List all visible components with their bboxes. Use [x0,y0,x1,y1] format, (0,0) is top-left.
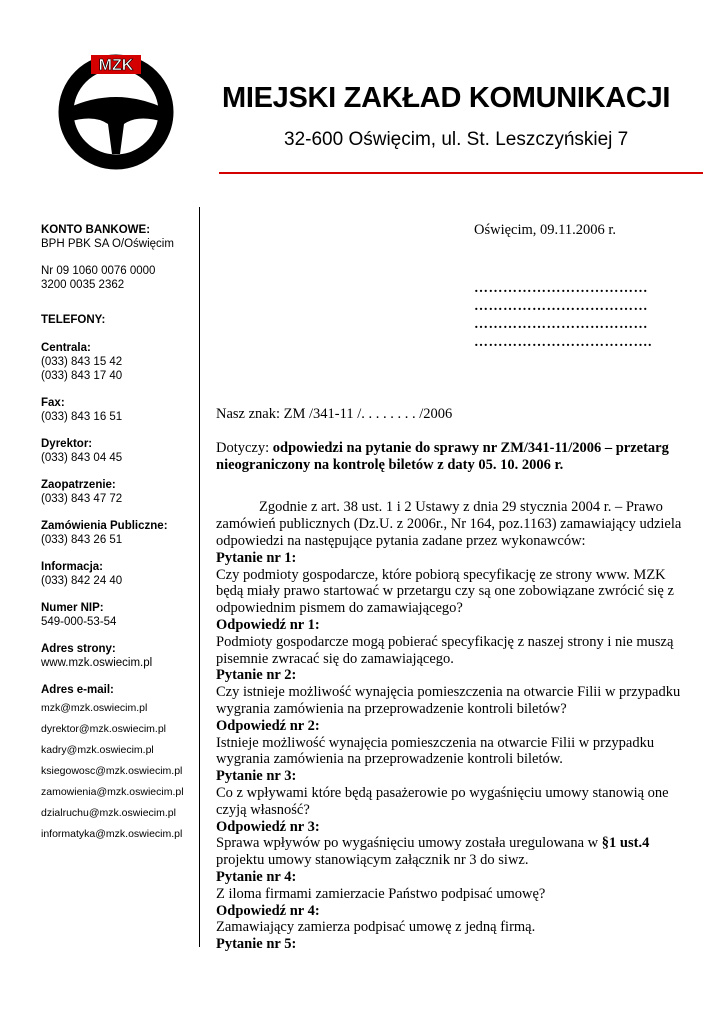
contact-label: Centrala: [41,342,91,354]
contact-informacja [41,560,201,588]
contact-label: Zamówienia Publiczne: [41,520,168,532]
question-text: Z iloma firmami zamierzacie Państwo podpisać umowę? [216,885,546,902]
reference-number: Nasz znak: ZM /341-11 /. . . . . . . . /2006 [216,406,453,422]
contact-label: Numer NIP: [41,602,104,614]
letter-body [216,406,686,953]
answer-label: Odpowiedź nr 4: [216,902,320,919]
contact-label: Dyrektor: [41,438,93,450]
bank-heading: KONTO BANKOWE: [41,224,151,236]
email-link[interactable]: zamowienia@mzk.oswiecim.pl [41,786,184,798]
email-section [41,683,201,845]
email-link[interactable]: dyrektor@mzk.oswiecim.pl [41,723,167,735]
question-label: Pytanie nr 3: [216,768,297,785]
contact-zaopatrzenie [41,478,201,506]
contact-label: Informacja: [41,561,103,573]
question-text: Co z wpływami które będą pasażerowie po wygaśnięciu umowy stanowią one czyją własność? [216,784,669,818]
account-line: 3200 0035 2362 [41,279,125,291]
header-divider [219,172,703,174]
contact-website [41,642,201,670]
logo-text: MZK [98,57,134,74]
answer-label: Odpowiedź nr 3: [216,818,320,835]
contact-value: 549-000-53-54 [41,616,117,628]
contact-label: Fax: [41,397,65,409]
answer-label: Odpowiedź nr 2: [216,717,320,734]
answer-label: Odpowiedź nr 1: [216,616,320,633]
email-link[interactable]: dzialruchu@mzk.oswiecim.pl [41,807,176,819]
place-and-date: Oświęcim, 09.11.2006 r. [474,222,617,238]
subject-text: odpowiedzi na pytanie do sprawy nr ZM/341-11/2006 – przetarg nieograniczony na kontrolę biletów z daty 05. 10. 2006 r. [216,439,669,473]
contact-centrala [41,341,201,383]
bank-section [41,223,201,251]
address-line: ………………………………. [474,335,652,350]
organization-name: MIEJSKI ZAKŁAD KOMUNIKACJI [222,82,671,114]
email-heading: Adres e-mail: [41,684,114,696]
contact-label: Adres strony: [41,643,116,655]
answer-text: Istnieje możliwość wynajęcia pomieszczenia na otwarcie Filii w przypadku wygrania zamówienia na przeprowadzenie kontroli biletów. [216,734,655,768]
answer-reference: §1 ust.4 [601,835,650,852]
contact-sidebar [41,223,201,845]
question-label: Pytanie nr 2: [216,667,297,684]
address-line: ……………………………… [474,281,648,296]
website-link[interactable]: www.mzk.oswiecim.pl [41,657,153,669]
contact-value: (033) 843 15 42 [41,356,123,368]
contact-value: (033) 843 26 51 [41,534,123,546]
email-link[interactable]: ksiegowosc@mzk.oswiecim.pl [41,765,183,777]
contact-dyrektor [41,437,201,465]
contact-label: Zaopatrzenie: [41,479,116,491]
contact-value: (033) 843 04 45 [41,452,123,464]
contact-nip [41,601,201,629]
email-link[interactable]: kadry@mzk.oswiecim.pl [41,744,154,756]
recipient-address-placeholder [474,280,652,352]
account-number [41,264,201,292]
question-label: Pytanie nr 1: [216,549,297,566]
contact-value: (033) 843 16 51 [41,411,123,423]
contact-value: (033) 843 47 72 [41,493,123,505]
address-line: ……………………………… [474,317,648,332]
bank-name: BPH PBK SA O/Oświęcim [41,238,174,250]
answer-text: Podmioty gospodarcze mogą pobierać specyfikację z naszej strony i nie muszą pisemnie zwracać się do zamawiającego. [216,633,674,667]
contact-fax [41,396,201,424]
answer-text: Zamawiający zamierza podpisać umowę z jedną firmą. [216,919,536,936]
intro-paragraph: Zgodnie z art. 38 ust. 1 i 2 Ustawy z dnia 29 stycznia 2004 r. – Prawo zamówień publicznych (Dz.U. z 2006r., Nr 164, poz.1163) zamawiający udziela odpowiedzi na następujące pytania zadane przez wykonawców: [216,499,682,549]
email-link[interactable]: informatyka@mzk.oswiecim.pl [41,828,183,840]
email-link[interactable]: mzk@mzk.oswiecim.pl [41,702,148,714]
answer-text-part: Sprawa wpływów po wygaśnięciu umowy została uregulowana w [216,835,602,852]
contact-value: (033) 843 17 40 [41,370,123,382]
address-line: ……………………………… [474,299,648,314]
question-text: Czy istnieje możliwość wynajęcia pomieszczenia na otwarcie Filii w przypadku wygrania zamówienia na przeprowadzenie kontroli biletów? [216,684,681,717]
answer-text-part: projektu umowy stanowiącym załącznik nr 3 do siwz. [216,852,529,869]
organization-address: 32-600 Oświęcim, ul. St. Leszczyńskiej 7 [284,129,629,150]
account-line: Nr 09 1060 0076 0000 [41,265,156,277]
letter-subject [216,440,686,474]
sidebar-divider [199,207,200,947]
contact-value: (033) 842 24 40 [41,575,123,587]
mzk-logo [50,50,182,170]
phones-heading: TELEFONY: [41,314,106,326]
question-label: Pytanie nr 5: [216,936,297,953]
subject-prefix: Dotyczy: [216,439,273,456]
question-label: Pytanie nr 4: [216,868,297,885]
contact-zamowienia [41,519,201,547]
question-text: Czy podmioty gospodarcze, które pobiorą specyfikację ze strony www. MZK będą miały prawo startować w przetargu czy są one zobowiązane zwrócić się z odpowiednim pismem do zamawiającego? [216,566,674,617]
answer-text [216,835,686,869]
